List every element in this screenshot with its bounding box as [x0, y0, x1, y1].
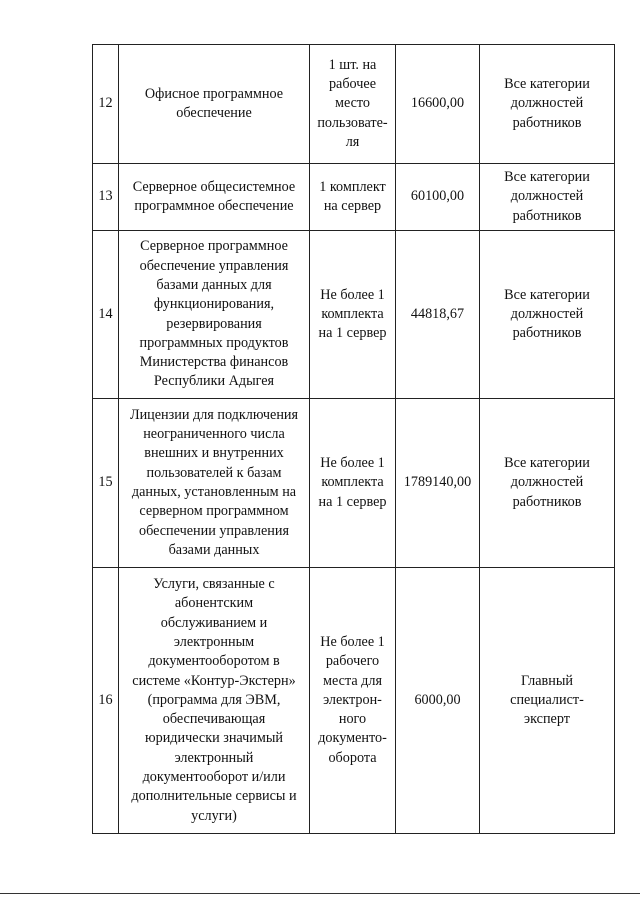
table-row — [93, 164, 615, 231]
item-quantity: 1 комплект на сервер — [310, 164, 396, 231]
item-price: 60100,00 — [396, 164, 480, 231]
item-price: 1789140,00 — [396, 399, 480, 568]
item-quantity: Не более 1 рабочего места для электрон- ного документо- оборота — [310, 568, 396, 834]
row-number: 16 — [93, 568, 119, 834]
row-number: 12 — [93, 45, 119, 164]
table-row — [93, 45, 615, 164]
item-category: Все категории должностей работников — [480, 399, 615, 568]
page-bottom-rule — [0, 893, 640, 894]
item-name: Лицензии для подключения неограниченного числа внешних и внутренних пользователей к базам данных, установленным на серверном программном обеспечении управления базами данных — [119, 399, 310, 568]
row-number: 13 — [93, 164, 119, 231]
item-name: Серверное программное обеспечение управления базами данных для функционирования, резервирования программных продуктов Министерства финансов Республики Адыгея — [119, 231, 310, 399]
item-price: 44818,67 — [396, 231, 480, 399]
requirements-table — [92, 44, 615, 834]
table-row — [93, 399, 615, 568]
item-name: Услуги, связанные с абонентским обслуживанием и электронным документооборотом в системе «Контур-Экстерн» (программа для ЭВМ, обеспечивающая юридически значимый электронный документооборот и/или дополнительные сервисы и услуги) — [119, 568, 310, 834]
item-category: Все категории должностей работников — [480, 164, 615, 231]
item-name: Серверное общесистемное программное обеспечение — [119, 164, 310, 231]
item-quantity: Не более 1 комплекта на 1 сервер — [310, 399, 396, 568]
item-category: Все категории должностей работников — [480, 231, 615, 399]
item-quantity: 1 шт. на рабочее место пользовате- ля — [310, 45, 396, 164]
item-quantity: Не более 1 комплекта на 1 сервер — [310, 231, 396, 399]
item-category: Все категории должностей работников — [480, 45, 615, 164]
row-number: 15 — [93, 399, 119, 568]
table-row — [93, 231, 615, 399]
item-price: 6000,00 — [396, 568, 480, 834]
item-name: Офисное программное обеспечение — [119, 45, 310, 164]
item-category: Главный специалист- эксперт — [480, 568, 615, 834]
table-row — [93, 568, 615, 834]
row-number: 14 — [93, 231, 119, 399]
item-price: 16600,00 — [396, 45, 480, 164]
